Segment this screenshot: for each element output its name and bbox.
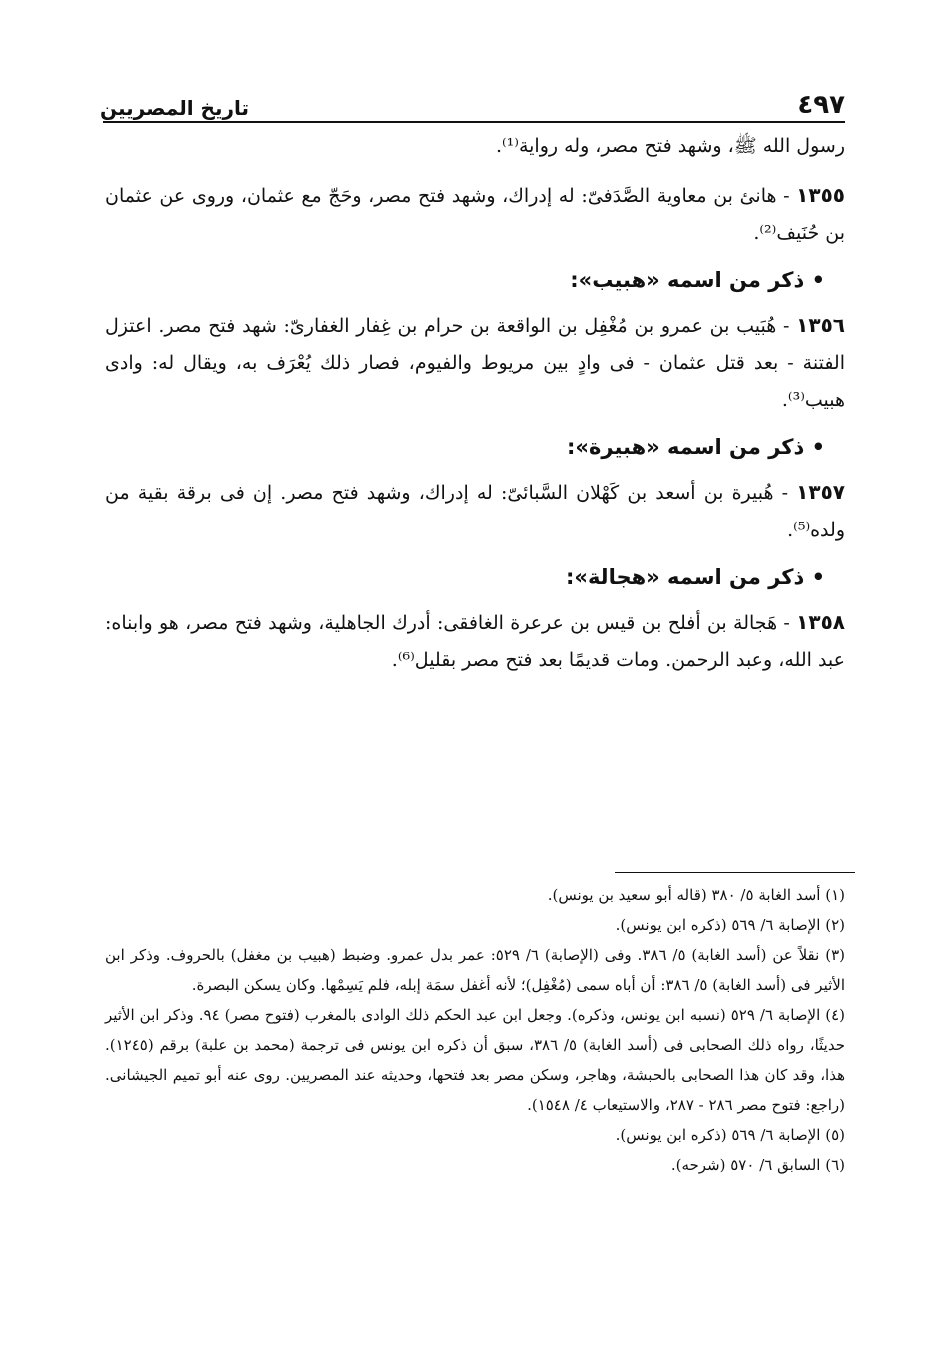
running-title: تاريخ المصريين (100, 96, 250, 120)
entry-number: ١٣٥٨ (796, 610, 845, 634)
entry-1355 (105, 177, 845, 252)
section-heading-hajala: • ذكر من اسمه «هجالة»: (565, 565, 825, 589)
entry-text: - هَجالة بن أفلح بن قيس بن عرعرة الغافقى: أدرك الجاهلية، وشهد فتح مصر، هو وابناه: عبد الله، وعبد الرحمن. ومات قديمًا بعد فتح مصر بقليل⁽⁶⁾. (105, 612, 845, 671)
footnote-2: (٢) الإصابة ٦/ ٥٦٩ (ذكره ابن يونس). (615, 916, 845, 934)
paragraph-continuation: رسول الله ﷺ، وشهد فتح مصر، وله رواية⁽¹⁾. (495, 135, 845, 157)
entry-text: - هُبيرة بن أسعد بن كَهْلان السَّبائىّ: له إدراك، وشهد فتح مصر. إن فى برقة بقية من ولده⁽⁵⁾. (105, 482, 845, 541)
footnotes (105, 880, 845, 1180)
entry-number: ١٣٥٦ (796, 313, 845, 337)
entry-text: - هُبَيب بن عمرو بن مُغْفِل بن الواقعة بن حرام بن غِفار الغفارىّ: شهد فتح مصر. اعتزل الفتنة - بعد قتل عثمان - فى وادٍ بين مريوط والفيوم، فصار ذلك يُعْرَف به، ويقال له: وادى هبيب⁽³⁾. (105, 315, 845, 411)
footnote-3: (٣) نقلاً عن (أسد الغابة) ٥/ ٣٨٦. وفى (الإصابة) ٦/ ٥٢٩: عمر بدل عمرو. وضبط (هبيب بن مغفل) بالحروف. وذكر ابن الأثير فى (أسد الغابة) ٥/ ٣٨٦: أن أباه سمى (مُغْفِل)؛ لأنه أغفل سمَة إبله، فلم يَسِمْها. وكان يسكن البصرة. (105, 946, 845, 994)
section-heading-hubaira: • ذكر من اسمه «هبيرة»: (567, 435, 825, 459)
footnote-4: (٤) الإصابة ٦/ ٥٢٩ (نسبه ابن يونس، وذكره). وجعل ابن عبد الحكم ذلك الوادى بالمغرب (فتوح مصر) ٩٤. وذكر ابن الأثير حديثًا، رواه ذلك الصحابى فى (أسد الغابة) ٥/ ٣٨٦، سبق أن ذكره ابن يونس فى ترجمة (محمد بن علبة) برقم (١٢٤٥). هذا، وقد كان هذا الصحابى بالحبشة، وهاجر، وسكن مصر بعد فتحها، وحديثه عند المصريين. روى عنه أبو تميم الجيشانى. (راجع: فتوح مصر ٢٨٦ - ٢٨٧، والاستيعاب ٤/ ١٥٤٨). (105, 1006, 846, 1114)
section-heading-habib: • ذكر من اسمه «هبيب»: (570, 268, 825, 292)
entry-1357 (105, 474, 845, 549)
footnote-5: (٥) الإصابة ٦/ ٥٦٩ (ذكره ابن يونس). (615, 1126, 845, 1144)
entry-text: - هانئ بن معاوية الصَّدَفىّ: له إدراك، وشهد فتح مصر، وحَجّ مع عثمان، وروى عن عثمان بن حُنَيف⁽²⁾. (105, 185, 845, 244)
entry-1356 (105, 307, 845, 419)
footnote-rule (615, 872, 855, 873)
entry-1358 (105, 604, 845, 679)
header-rule (103, 121, 845, 123)
entry-number: ١٣٥٧ (796, 480, 845, 504)
main-text (105, 128, 845, 679)
page-number: ٤٩٧ (797, 90, 845, 120)
footnote-6: (٦) السابق ٦/ ٥٧٠ (شرحه). (670, 1156, 845, 1174)
entry-number: ١٣٥٥ (796, 183, 845, 207)
footnote-1: (١) أسد الغابة ٥/ ٣٨٠ (قاله أبو سعيد بن يونس). (547, 886, 845, 904)
page-header (100, 72, 845, 120)
